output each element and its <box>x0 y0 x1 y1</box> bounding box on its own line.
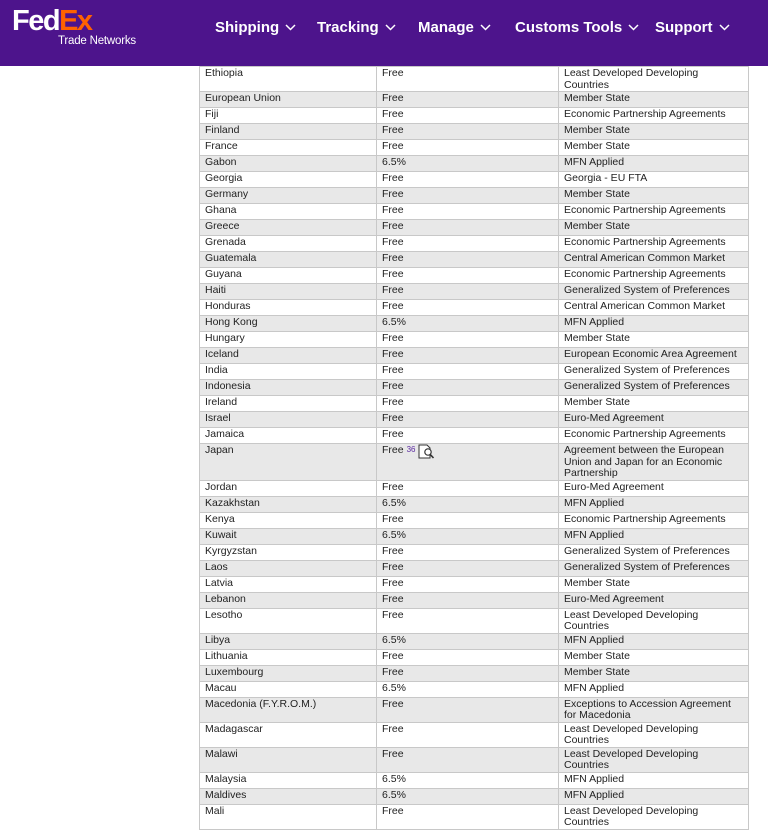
basis-cell: Agreement between the European Union and Japan for an Economic Partnership <box>559 444 749 481</box>
basis-cell: MFN Applied <box>559 496 749 512</box>
country-cell: Honduras <box>200 300 377 316</box>
table-row <box>200 316 749 332</box>
rate-value: Free <box>382 124 404 136</box>
rate-value: 6.5% <box>382 156 406 168</box>
basis-cell: Euro-Med Agreement <box>559 592 749 608</box>
nav-shipping[interactable] <box>215 19 296 36</box>
table-row <box>200 592 749 608</box>
country-cell: Kyrgyzstan <box>200 544 377 560</box>
basis-cell: MFN Applied <box>559 681 749 697</box>
basis-cell: MFN Applied <box>559 528 749 544</box>
rate-cell <box>377 697 559 722</box>
rate-value: 6.5% <box>382 496 406 509</box>
table-row <box>200 140 749 156</box>
country-cell: Ghana <box>200 204 377 220</box>
rate-cell <box>377 220 559 236</box>
rate-value: Free <box>382 364 404 376</box>
rate-value: Free <box>382 284 404 296</box>
rate-cell <box>377 236 559 252</box>
nav-manage[interactable] <box>418 19 491 36</box>
rate-cell <box>377 140 559 156</box>
country-cell: Guyana <box>200 268 377 284</box>
table-row <box>200 412 749 428</box>
rate-value: Free <box>382 576 404 589</box>
table-row <box>200 172 749 188</box>
basis-cell: Economic Partnership Agreements <box>559 268 749 284</box>
rate-cell <box>377 188 559 204</box>
top-nav-bar <box>0 0 768 66</box>
rate-value: Free <box>382 592 404 605</box>
country-cell: Lebanon <box>200 592 377 608</box>
rate-value: Free <box>382 188 404 200</box>
basis-cell: Generalized System of Preferences <box>559 544 749 560</box>
basis-cell: MFN Applied <box>559 772 749 788</box>
table-row <box>200 332 749 348</box>
country-cell: Ethiopia <box>200 67 377 92</box>
main-nav <box>0 0 768 58</box>
rate-cell <box>377 316 559 332</box>
country-cell: Japan <box>200 444 377 481</box>
country-cell: Kuwait <box>200 528 377 544</box>
country-cell: Georgia <box>200 172 377 188</box>
country-cell: Jordan <box>200 480 377 496</box>
tariff-rate-table <box>199 66 749 830</box>
rate-value: Free <box>382 804 404 817</box>
table-row <box>200 284 749 300</box>
rate-cell <box>377 496 559 512</box>
table-row <box>200 649 749 665</box>
rate-cell <box>377 108 559 124</box>
basis-cell: Member State <box>559 188 749 204</box>
table-row <box>200 124 749 140</box>
logo-ex: Ex <box>59 5 92 37</box>
country-cell: Macedonia (F.Y.R.O.M.) <box>200 697 377 722</box>
rate-cell <box>377 412 559 428</box>
rate-value: Free <box>382 649 404 662</box>
basis-cell: Economic Partnership Agreements <box>559 108 749 124</box>
basis-cell: Economic Partnership Agreements <box>559 512 749 528</box>
country-cell: Luxembourg <box>200 665 377 681</box>
basis-cell: Member State <box>559 576 749 592</box>
table-row <box>200 788 749 804</box>
country-cell: Haiti <box>200 284 377 300</box>
rate-value: Free <box>382 412 404 424</box>
country-cell: Malawi <box>200 747 377 772</box>
rate-value: Free <box>382 697 404 710</box>
chevron-down-icon <box>628 24 639 31</box>
country-cell: Hong Kong <box>200 316 377 332</box>
tariff-table-container <box>199 66 749 830</box>
basis-cell: Member State <box>559 92 749 108</box>
rate-cell <box>377 747 559 772</box>
basis-cell: Generalized System of Preferences <box>559 364 749 380</box>
basis-cell: Member State <box>559 332 749 348</box>
nav-label: Customs Tools <box>515 19 623 36</box>
country-cell: Hungary <box>200 332 377 348</box>
rate-cell <box>377 608 559 633</box>
rate-cell <box>377 649 559 665</box>
nav-label: Shipping <box>215 19 280 36</box>
table-row <box>200 697 749 722</box>
rate-value: Free <box>382 172 404 184</box>
rate-cell <box>377 772 559 788</box>
rate-cell <box>377 300 559 316</box>
rate-cell <box>377 804 559 829</box>
country-cell: India <box>200 364 377 380</box>
rate-cell <box>377 284 559 300</box>
footnote-link[interactable]: 36 <box>406 445 416 454</box>
rate-cell <box>377 364 559 380</box>
rate-cell <box>377 204 559 220</box>
rate-value: Free <box>382 300 404 312</box>
country-cell: Iceland <box>200 348 377 364</box>
rate-cell <box>377 268 559 284</box>
basis-cell: Member State <box>559 665 749 681</box>
basis-cell: Economic Partnership Agreements <box>559 204 749 220</box>
rate-value: Free <box>382 747 404 760</box>
table-row <box>200 576 749 592</box>
basis-cell: Member State <box>559 396 749 412</box>
country-cell: Indonesia <box>200 380 377 396</box>
table-row <box>200 108 749 124</box>
rate-cell <box>377 156 559 172</box>
country-cell: Mali <box>200 804 377 829</box>
table-row <box>200 528 749 544</box>
table-row <box>200 544 749 560</box>
rate-value: Free <box>382 220 404 232</box>
country-cell: Ireland <box>200 396 377 412</box>
basis-cell: MFN Applied <box>559 633 749 649</box>
table-row <box>200 188 749 204</box>
table-row <box>200 428 749 444</box>
table-row <box>200 722 749 747</box>
country-cell: Latvia <box>200 576 377 592</box>
table-row <box>200 67 749 92</box>
country-cell: Madagascar <box>200 722 377 747</box>
rate-value: Free <box>382 608 404 621</box>
basis-cell: Generalized System of Preferences <box>559 284 749 300</box>
nav-tracking[interactable] <box>317 19 396 36</box>
country-cell: Finland <box>200 124 377 140</box>
basis-cell: European Economic Area Agreement <box>559 348 749 364</box>
basis-cell: Euro-Med Agreement <box>559 480 749 496</box>
rate-cell <box>377 633 559 649</box>
basis-cell: Generalized System of Preferences <box>559 380 749 396</box>
rate-value: 6.5% <box>382 788 406 801</box>
rate-value: Free <box>382 348 404 360</box>
tariff-table-body <box>200 67 749 830</box>
document-magnifier-icon[interactable] <box>418 444 436 464</box>
table-row <box>200 681 749 697</box>
basis-cell: Member State <box>559 649 749 665</box>
country-cell: Kazakhstan <box>200 496 377 512</box>
basis-cell: Economic Partnership Agreements <box>559 236 749 252</box>
country-cell: Grenada <box>200 236 377 252</box>
chevron-down-icon <box>285 24 296 31</box>
rate-value: Free <box>382 480 404 493</box>
rate-cell <box>377 480 559 496</box>
country-cell: Lithuania <box>200 649 377 665</box>
rate-cell <box>377 380 559 396</box>
rate-value: Free <box>382 140 404 152</box>
table-row <box>200 236 749 252</box>
table-row <box>200 480 749 496</box>
table-row <box>200 608 749 633</box>
table-row <box>200 633 749 649</box>
rate-value: 6.5% <box>382 772 406 785</box>
rate-value: Free <box>382 396 404 408</box>
rate-cell <box>377 348 559 364</box>
rate-cell <box>377 722 559 747</box>
basis-cell: Member State <box>559 140 749 156</box>
table-row <box>200 204 749 220</box>
rate-cell <box>377 444 559 481</box>
country-cell: Kenya <box>200 512 377 528</box>
rate-cell <box>377 681 559 697</box>
country-cell: Israel <box>200 412 377 428</box>
country-cell: Malaysia <box>200 772 377 788</box>
nav-customs-tools[interactable] <box>515 19 639 36</box>
country-cell: Greece <box>200 220 377 236</box>
table-row <box>200 396 749 412</box>
rate-value: 6.5% <box>382 316 406 328</box>
logo-subtitle: Trade Networks <box>58 35 136 47</box>
table-row <box>200 348 749 364</box>
basis-cell: Least Developed Developing Countries <box>559 747 749 772</box>
rate-cell <box>377 592 559 608</box>
chevron-down-icon <box>480 24 491 31</box>
table-row <box>200 512 749 528</box>
rate-cell <box>377 396 559 412</box>
basis-cell: Euro-Med Agreement <box>559 412 749 428</box>
nav-support[interactable] <box>655 19 730 36</box>
country-cell: France <box>200 140 377 156</box>
chevron-down-icon <box>719 24 730 31</box>
table-row <box>200 804 749 829</box>
rate-value: Free <box>382 204 404 216</box>
rate-cell <box>377 332 559 348</box>
rate-cell <box>377 172 559 188</box>
table-row <box>200 220 749 236</box>
rate-value: 6.5% <box>382 528 406 541</box>
rate-value: Free <box>382 665 404 678</box>
rate-value: Free <box>382 108 404 120</box>
table-row <box>200 496 749 512</box>
chevron-down-icon <box>385 24 396 31</box>
country-cell: Macau <box>200 681 377 697</box>
rate-value: Free <box>382 560 404 573</box>
table-row <box>200 380 749 396</box>
rate-value: 6.5% <box>382 681 406 694</box>
country-cell: Jamaica <box>200 428 377 444</box>
country-cell: Fiji <box>200 108 377 124</box>
table-row <box>200 268 749 284</box>
rate-value: Free <box>382 380 404 392</box>
country-cell: Guatemala <box>200 252 377 268</box>
basis-cell: Georgia - EU FTA <box>559 172 749 188</box>
rate-value: Free <box>382 544 404 557</box>
table-row <box>200 364 749 380</box>
table-row <box>200 92 749 108</box>
rate-cell <box>377 544 559 560</box>
rate-value: 6.5% <box>382 633 406 646</box>
basis-cell: Exceptions to Accession Agreement for Macedonia <box>559 697 749 722</box>
rate-value: Free <box>382 236 404 248</box>
rate-value: Free <box>382 92 404 104</box>
rate-cell <box>377 124 559 140</box>
table-row <box>200 560 749 576</box>
rate-cell <box>377 428 559 444</box>
basis-cell: MFN Applied <box>559 788 749 804</box>
rate-cell <box>377 788 559 804</box>
basis-cell: Least Developed Developing Countries <box>559 608 749 633</box>
country-cell: Laos <box>200 560 377 576</box>
rate-value: Free <box>382 252 404 264</box>
rate-value: Free <box>382 428 404 440</box>
logo-fed: Fed <box>12 5 60 37</box>
nav-label: Support <box>655 19 713 36</box>
basis-cell: Economic Partnership Agreements <box>559 428 749 444</box>
table-row <box>200 772 749 788</box>
country-cell: Gabon <box>200 156 377 172</box>
rate-value: Free <box>382 444 404 456</box>
rate-cell <box>377 252 559 268</box>
table-row <box>200 747 749 772</box>
country-cell: Germany <box>200 188 377 204</box>
rate-cell <box>377 576 559 592</box>
country-cell: Maldives <box>200 788 377 804</box>
table-row <box>200 300 749 316</box>
rate-cell <box>377 67 559 92</box>
table-row <box>200 156 749 172</box>
basis-cell: Least Developed Developing Countries <box>559 804 749 829</box>
basis-cell: MFN Applied <box>559 156 749 172</box>
basis-cell: Member State <box>559 124 749 140</box>
rate-cell <box>377 528 559 544</box>
rate-value: Free <box>382 268 404 280</box>
basis-cell: Generalized System of Preferences <box>559 560 749 576</box>
rate-value: Free <box>382 722 404 735</box>
rate-value: Free <box>382 332 404 344</box>
country-cell: Libya <box>200 633 377 649</box>
rate-value: Free <box>382 67 404 79</box>
basis-cell: Least Developed Developing Countries <box>559 67 749 92</box>
rate-value: Free <box>382 512 404 525</box>
nav-label: Tracking <box>317 19 379 36</box>
country-cell: European Union <box>200 92 377 108</box>
basis-cell: Least Developed Developing Countries <box>559 722 749 747</box>
table-row <box>200 252 749 268</box>
basis-cell: MFN Applied <box>559 316 749 332</box>
basis-cell: Central American Common Market <box>559 300 749 316</box>
rate-cell <box>377 560 559 576</box>
nav-label: Manage <box>418 19 474 36</box>
country-cell: Lesotho <box>200 608 377 633</box>
rate-cell <box>377 92 559 108</box>
rate-cell <box>377 665 559 681</box>
basis-cell: Member State <box>559 220 749 236</box>
basis-cell: Central American Common Market <box>559 252 749 268</box>
table-row <box>200 665 749 681</box>
table-row <box>200 444 749 481</box>
rate-cell <box>377 512 559 528</box>
